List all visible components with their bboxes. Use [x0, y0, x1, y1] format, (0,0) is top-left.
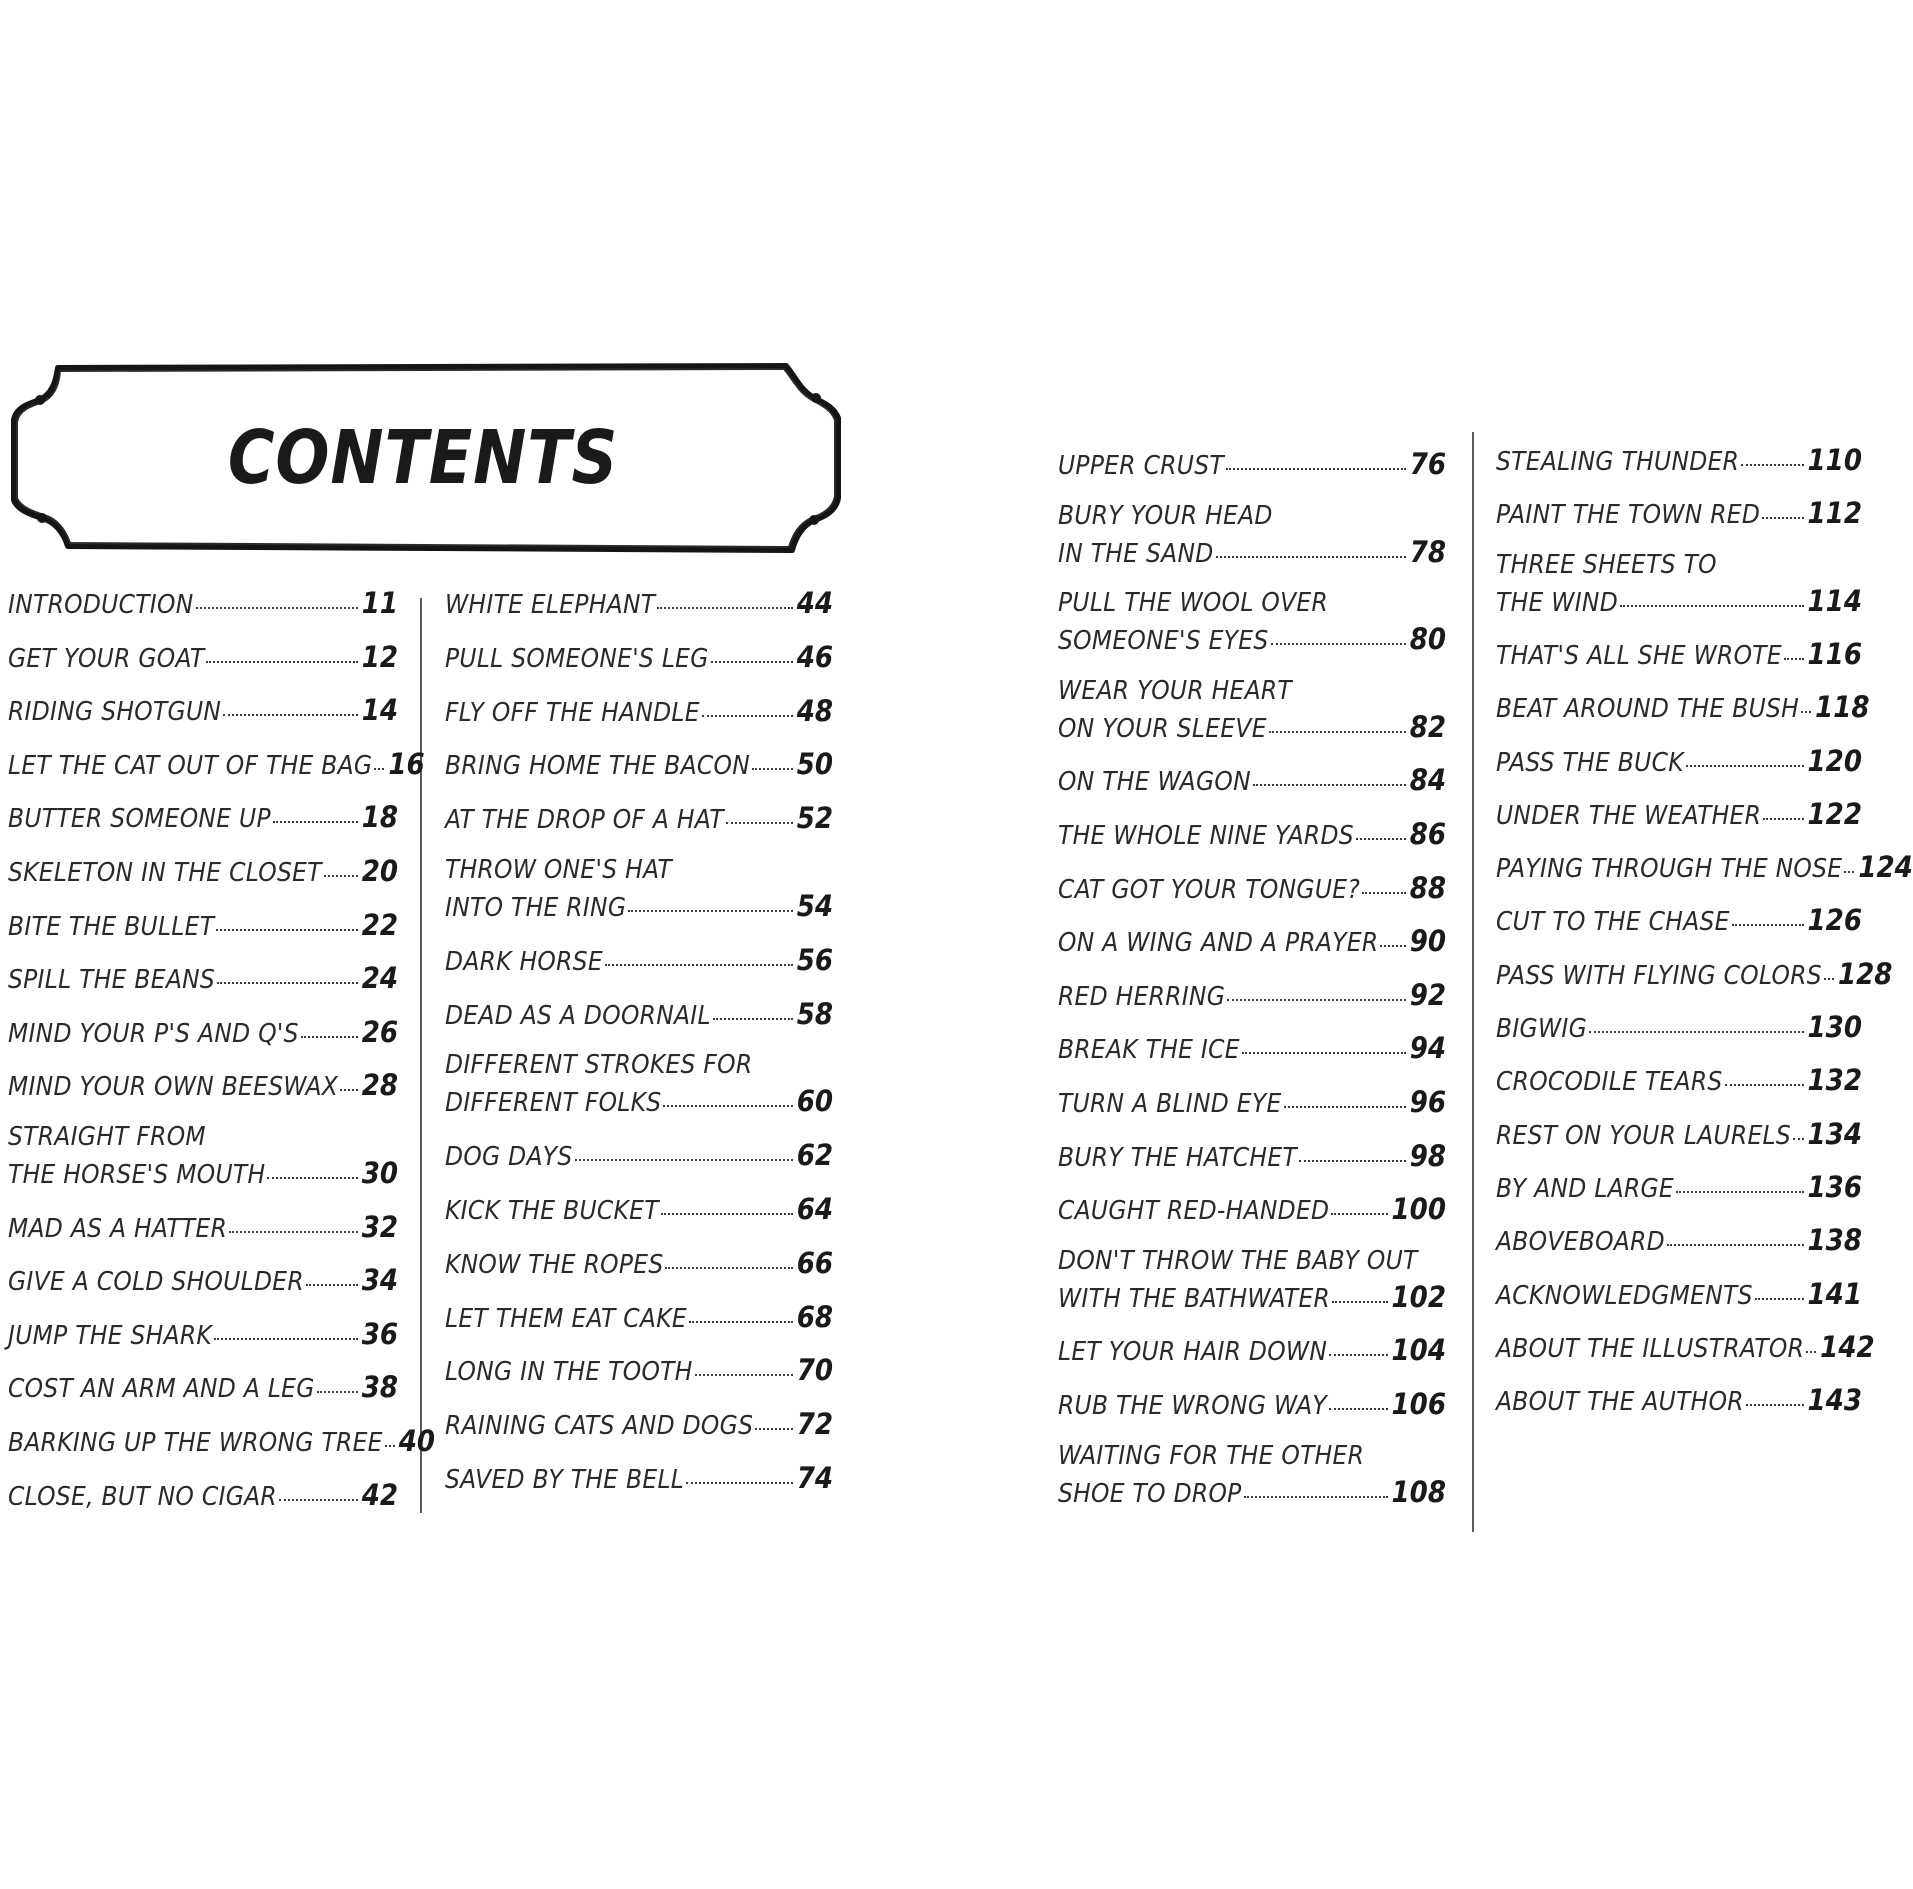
toc-entry-title: WITH THE BATHWATER: [1058, 1283, 1331, 1314]
dot-leader: [711, 661, 793, 663]
dot-leader: [713, 1018, 793, 1020]
toc-entry-title: ABOUT THE AUTHOR: [1496, 1387, 1744, 1418]
toc-entry-title: JUMP THE SHARK: [8, 1320, 213, 1351]
toc-entry-title: PULL SOMEONE'S LEG: [445, 643, 709, 674]
dot-leader: [1763, 818, 1803, 820]
toc-page-number: 52: [796, 801, 833, 836]
toc-entry-title: TURN A BLIND EYE: [1058, 1089, 1282, 1119]
toc-page-number: 116: [1807, 636, 1862, 671]
dot-leader: [206, 661, 357, 663]
dot-leader: [1284, 1106, 1406, 1108]
dot-leader: [1686, 765, 1804, 767]
toc-page-number: 102: [1391, 1279, 1446, 1314]
toc-entry-title: FLY OFF THE HANDLE: [445, 697, 700, 728]
dot-leader: [689, 1321, 793, 1323]
toc-page-number: 34: [361, 1263, 398, 1298]
dot-leader: [1741, 464, 1803, 466]
dot-leader: [1244, 1496, 1388, 1498]
toc-page-number: 20: [361, 854, 398, 888]
toc-page-number: 126: [1807, 903, 1862, 938]
toc-page-number: 62: [796, 1138, 833, 1173]
dot-leader: [657, 607, 792, 609]
dot-leader: [1271, 643, 1406, 645]
toc-page-number: 90: [1409, 924, 1446, 959]
toc-entry-title: PASS THE BUCK: [1496, 747, 1684, 778]
dot-leader: [695, 1374, 793, 1376]
toc-page-number: 50: [796, 747, 833, 782]
dot-leader: [1746, 1404, 1804, 1406]
dot-leader: [279, 1499, 358, 1501]
toc-entry-title: DARK HORSE: [445, 946, 603, 977]
toc-entry-title: SOMEONE'S EYES: [1058, 626, 1269, 657]
toc-entry-title: BURY THE HATCHET: [1058, 1142, 1297, 1173]
dot-leader: [575, 1159, 793, 1161]
dot-leader: [1755, 1298, 1804, 1300]
toc-page-number: 141: [1807, 1276, 1862, 1311]
toc-entry-title: GIVE A COLD SHOULDER: [8, 1267, 304, 1298]
toc-entry-title: SHOE TO DROP: [1058, 1478, 1242, 1509]
dot-leader: [1589, 1031, 1804, 1033]
toc-page-number: 142: [1820, 1329, 1875, 1364]
toc-entry-title: PAYING THROUGH THE NOSE: [1496, 854, 1843, 885]
toc-entry-title: ABOVEBOARD: [1496, 1227, 1665, 1258]
toc-page-number: 32: [361, 1209, 398, 1244]
toc-entry-title: INTO THE RING: [445, 893, 627, 923]
dot-leader: [1620, 605, 1804, 607]
toc-entry-title-line: WEAR YOUR HEART: [1058, 675, 1293, 706]
toc-page-number: 82: [1409, 709, 1446, 744]
dot-leader: [214, 1338, 358, 1340]
toc-page-number: 108: [1391, 1474, 1446, 1509]
toc-page-number: 94: [1409, 1031, 1446, 1066]
toc-entry-title: BUTTER SOMEONE UP: [8, 804, 271, 835]
dot-leader: [273, 821, 358, 823]
dot-leader: [702, 715, 793, 717]
toc-page-number: 40: [398, 1424, 436, 1458]
toc-page-number: 110: [1807, 443, 1862, 477]
toc-entry-title: CLOSE, BUT NO CIGAR: [8, 1481, 277, 1512]
column-divider: [420, 598, 422, 1513]
toc-page-number: 64: [796, 1192, 833, 1226]
toc-entry-title: KICK THE BUCKET: [445, 1196, 659, 1226]
dot-leader: [1299, 1160, 1406, 1162]
toc-page-number: 48: [796, 693, 833, 728]
toc-page-number: 80: [1409, 622, 1446, 657]
toc-entry-title: CUT TO THE CHASE: [1496, 907, 1730, 938]
toc-entry-title: UNDER THE WEATHER: [1496, 800, 1762, 831]
toc-entry-title: DEAD AS A DOORNAIL: [445, 1000, 711, 1031]
toc-page-number: 24: [361, 961, 398, 996]
dot-leader: [340, 1089, 358, 1091]
page-title: CONTENTS: [227, 414, 619, 501]
dot-leader: [306, 1284, 358, 1286]
toc-entry-title: LET THEM EAT CAKE: [445, 1303, 687, 1334]
toc-entry-title: ACKNOWLEDGMENTS: [1496, 1280, 1753, 1311]
toc-entry-title: SKELETON IN THE CLOSET: [8, 858, 322, 888]
dot-leader: [661, 1213, 793, 1215]
toc-entry-title: PAINT THE TOWN RED: [1496, 500, 1761, 531]
toc-page-number: 138: [1807, 1223, 1862, 1258]
dot-leader: [1216, 556, 1406, 558]
toc-page-number: 12: [361, 639, 398, 674]
toc-entry-title: THE HORSE'S MOUTH: [8, 1160, 266, 1190]
toc-page-number: 136: [1807, 1169, 1862, 1204]
toc-entry-title: CAUGHT RED-HANDED: [1058, 1196, 1330, 1227]
toc-page-number: 72: [796, 1407, 833, 1442]
column-divider: [1472, 432, 1474, 1532]
dot-leader: [374, 768, 384, 770]
dot-leader: [217, 982, 358, 984]
toc-entry-title: CROCODILE TEARS: [1496, 1067, 1723, 1098]
toc-page-number: 11: [361, 586, 398, 620]
dot-leader: [1380, 945, 1405, 947]
dot-leader: [385, 1445, 395, 1447]
toc-page-number: 106: [1391, 1387, 1446, 1421]
toc-page-number: 120: [1807, 743, 1862, 778]
toc-page-number: 60: [796, 1084, 833, 1119]
toc-entry-title: KNOW THE ROPES: [445, 1249, 664, 1280]
toc-entry-title: REST ON YOUR LAURELS: [1496, 1120, 1792, 1151]
toc-page-number: 76: [1409, 447, 1446, 481]
dot-leader: [1793, 1138, 1804, 1140]
dot-leader: [1356, 838, 1406, 840]
toc-entry-title: SPILL THE BEANS: [8, 965, 216, 996]
dot-leader: [752, 768, 793, 770]
dot-leader: [1762, 517, 1803, 519]
toc-entry-title: RAINING CATS AND DOGS: [445, 1411, 754, 1442]
dot-leader: [324, 875, 358, 877]
toc-entry-title: UPPER CRUST: [1058, 451, 1224, 481]
toc-entry-title: PASS WITH FLYING COLORS: [1496, 960, 1822, 991]
toc-entry-title-line: THROW ONE'S HAT: [445, 855, 672, 885]
toc-entry-title: BIGWIG: [1496, 1014, 1588, 1044]
toc-page-number: 44: [796, 586, 833, 620]
toc-entry-title: MIND YOUR OWN BEESWAX: [8, 1072, 339, 1103]
toc-page-number: 96: [1409, 1085, 1446, 1119]
toc-page-number: 26: [361, 1014, 398, 1049]
toc-entry-title: AT THE DROP OF A HAT: [445, 805, 724, 836]
dot-leader: [1725, 1084, 1804, 1086]
toc-page-number: 68: [796, 1299, 833, 1334]
dot-leader: [1667, 1244, 1804, 1246]
dot-leader: [605, 964, 793, 966]
toc-page-number: 28: [361, 1068, 398, 1103]
toc-page-number: 98: [1409, 1138, 1446, 1173]
toc-page-number: 58: [796, 996, 833, 1031]
toc-entry-title: CAT GOT YOUR TONGUE?: [1058, 874, 1361, 905]
toc-page-number: 124: [1858, 850, 1913, 885]
dot-leader: [1227, 999, 1406, 1001]
toc-page-number: 54: [796, 889, 833, 923]
toc-page-number: 38: [361, 1370, 398, 1405]
toc-entry-title: SAVED BY THE BELL: [445, 1465, 685, 1495]
toc-entry-title: THE WHOLE NINE YARDS: [1058, 821, 1354, 851]
toc-page-number: 130: [1807, 1010, 1862, 1044]
toc-entry-title: LONG IN THE TOOTH: [445, 1357, 693, 1388]
toc-page-number: 114: [1807, 583, 1862, 618]
toc-entry-title: COST AN ARM AND A LEG: [8, 1374, 315, 1405]
dot-leader: [686, 1482, 793, 1484]
toc-page-number: 18: [361, 800, 398, 835]
toc-entry-title: BRING HOME THE BACON: [445, 751, 750, 782]
toc-entry-title-line: PULL THE WOOL OVER: [1058, 588, 1329, 619]
dot-leader: [628, 910, 792, 912]
toc-page-number: 56: [796, 942, 833, 977]
toc-page-number: 74: [796, 1461, 833, 1495]
toc-entry-title: ON A WING AND A PRAYER: [1058, 928, 1379, 959]
toc-entry-title: BY AND LARGE: [1496, 1173, 1675, 1204]
toc-entry-title: LET THE CAT OUT OF THE BAG: [8, 750, 373, 781]
dot-leader: [267, 1177, 357, 1179]
toc-page-number: 112: [1807, 496, 1862, 531]
toc-page-number: 22: [361, 907, 398, 942]
dot-leader: [1824, 978, 1834, 980]
toc-page-number: 128: [1837, 956, 1893, 991]
toc-page-number: 84: [1409, 763, 1446, 798]
toc-page-number: 36: [361, 1316, 398, 1351]
toc-page-number: 86: [1409, 817, 1446, 851]
toc-page-number: 30: [361, 1156, 398, 1190]
dot-leader: [665, 1267, 792, 1269]
toc-page-number: 92: [1409, 977, 1446, 1012]
dot-leader: [196, 607, 358, 609]
toc-entry-title: BITE THE BULLET: [8, 911, 215, 942]
toc-page-number: 143: [1807, 1383, 1862, 1418]
toc-entry-title: LET YOUR HAIR DOWN: [1058, 1337, 1328, 1368]
dot-leader: [1242, 1052, 1406, 1054]
toc-page-number: 122: [1807, 796, 1862, 831]
dot-leader: [317, 1391, 358, 1393]
toc-page-number: 118: [1815, 690, 1870, 725]
toc-entry-title: DIFFERENT FOLKS: [445, 1088, 662, 1119]
dot-leader: [755, 1428, 792, 1430]
toc-page-number: 134: [1807, 1116, 1862, 1151]
toc-page-number: 16: [388, 746, 425, 781]
dot-leader: [1226, 468, 1406, 470]
toc-entry-title: RED HERRING: [1058, 981, 1226, 1012]
toc-page-number: 70: [796, 1353, 833, 1388]
dot-leader: [229, 1231, 358, 1233]
dot-leader: [1331, 1213, 1387, 1215]
toc-entry-title: STEALING THUNDER: [1496, 447, 1740, 477]
toc-entry-title: RIDING SHOTGUN: [8, 697, 222, 728]
toc-entry-title-line: DIFFERENT STROKES FOR: [445, 1050, 753, 1081]
toc-entry-title-line: DON'T THROW THE BABY OUT: [1058, 1245, 1418, 1276]
dot-leader: [1269, 731, 1406, 733]
toc-entry-title: RUB THE WRONG WAY: [1058, 1391, 1327, 1421]
toc-entry-title: WHITE ELEPHANT: [445, 590, 656, 620]
dot-leader: [1329, 1408, 1388, 1410]
toc-page-number: 132: [1807, 1063, 1862, 1098]
toc-page-number: 88: [1409, 870, 1446, 905]
toc-entry-title: BREAK THE ICE: [1058, 1035, 1240, 1066]
toc-page-number: 14: [361, 693, 398, 728]
toc-entry-title: THE WIND: [1496, 587, 1619, 618]
dot-leader: [1332, 1301, 1387, 1303]
toc-entry-title: GET YOUR GOAT: [8, 643, 205, 674]
toc-entry-title: ABOUT THE ILLUSTRATOR: [1496, 1333, 1805, 1364]
toc-entry-title: BEAT AROUND THE BUSH: [1496, 694, 1800, 725]
toc-entry-title: BARKING UP THE WRONG TREE: [8, 1428, 383, 1458]
toc-entry-title-line: BURY YOUR HEAD: [1058, 500, 1273, 531]
dot-leader: [1784, 658, 1804, 660]
toc-entry-title: ON YOUR SLEEVE: [1058, 713, 1267, 744]
toc-entry-title: THAT'S ALL SHE WROTE: [1496, 640, 1782, 671]
toc-page-number: 46: [796, 639, 833, 674]
toc-page-number: 100: [1391, 1192, 1446, 1227]
dot-leader: [1801, 711, 1811, 713]
dot-leader: [216, 929, 357, 931]
toc-page-number: 42: [361, 1477, 398, 1512]
dot-leader: [726, 822, 793, 824]
dot-leader: [301, 1036, 358, 1038]
dot-leader: [1329, 1354, 1387, 1356]
dot-leader: [1362, 892, 1406, 894]
dot-leader: [663, 1105, 792, 1107]
toc-entry-title-line: STRAIGHT FROM: [8, 1122, 206, 1152]
dot-leader: [1253, 784, 1406, 786]
dot-leader: [1844, 871, 1854, 873]
toc-entry-title: ON THE WAGON: [1058, 767, 1251, 798]
toc-entry-title: IN THE SAND: [1058, 538, 1214, 569]
toc-entry-title: INTRODUCTION: [8, 590, 194, 620]
toc-entry-title: MIND YOUR P'S AND Q'S: [8, 1018, 299, 1049]
toc-page-number: 104: [1391, 1333, 1446, 1368]
toc-entry-title-line: WAITING FOR THE OTHER: [1058, 1440, 1365, 1471]
dot-leader: [1806, 1351, 1816, 1353]
dot-leader: [223, 714, 357, 716]
toc-entry-title: DOG DAYS: [445, 1142, 573, 1173]
dot-leader: [1676, 1191, 1804, 1193]
toc-entry-title-line: THREE SHEETS TO: [1496, 549, 1717, 580]
toc-page-number: 66: [796, 1245, 833, 1280]
dot-leader: [1732, 924, 1804, 926]
toc-entry-title: MAD AS A HATTER: [8, 1213, 228, 1244]
toc-page-number: 78: [1409, 534, 1446, 569]
